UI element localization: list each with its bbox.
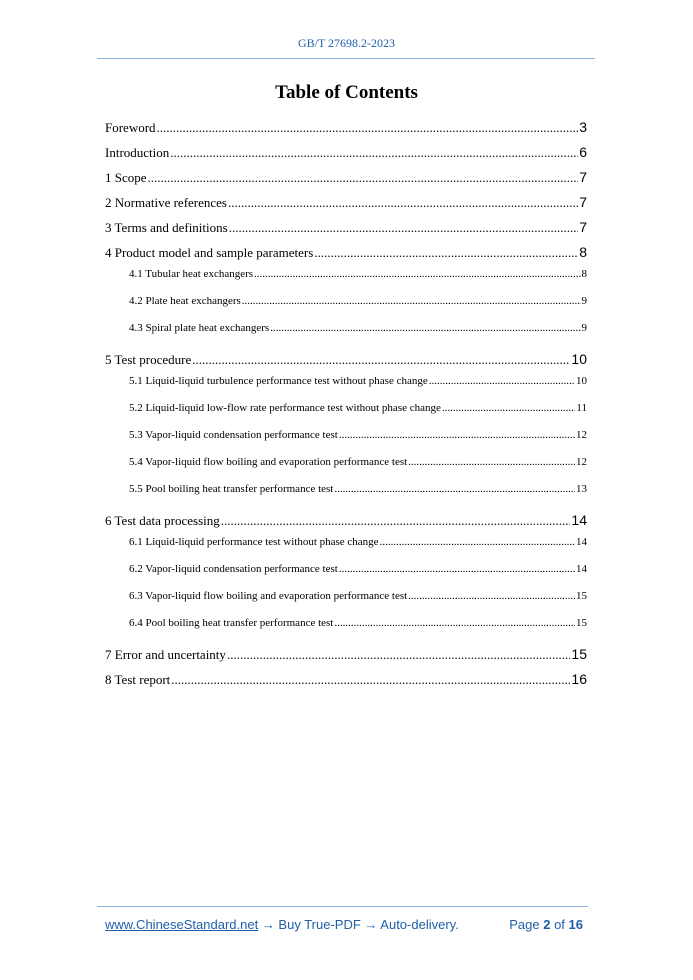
toc-entry-label: 5.1 Liquid-liquid turbulence performance test without phase change [129, 375, 428, 387]
toc-entry-page-number: 10 [576, 375, 587, 387]
toc-entry[interactable] [105, 646, 587, 663]
toc-entry[interactable] [105, 351, 587, 368]
toc-entry-page-number: 12 [576, 429, 587, 441]
toc-entry-page-number: 14 [576, 536, 587, 548]
toc-entry[interactable] [105, 244, 587, 261]
toc-entry-page-number: 9 [581, 295, 587, 307]
toc-leader-dots [408, 590, 575, 602]
toc-entry[interactable] [129, 456, 587, 468]
toc-entry[interactable] [129, 590, 587, 602]
toc-entry[interactable] [129, 295, 587, 307]
toc-entry[interactable] [129, 563, 587, 575]
toc-entry-label: 4.2 Plate heat exchangers [129, 295, 241, 307]
toc-entry-page-number: 16 [571, 671, 587, 687]
toc-entry-page-number: 13 [576, 483, 587, 495]
toc-leader-dots [339, 563, 575, 575]
toc-entry[interactable] [129, 402, 587, 414]
toc-leader-dots [442, 402, 576, 414]
toc-leader-dots [228, 195, 578, 211]
page-footer [105, 917, 587, 932]
toc-leader-dots [334, 483, 575, 495]
footer-divider [97, 906, 588, 907]
toc-entry-page-number: 14 [571, 512, 587, 528]
toc-leader-dots [270, 322, 580, 334]
toc-entry[interactable] [105, 144, 587, 161]
page-counter [509, 917, 583, 932]
page-title: Table of Contents [275, 82, 418, 103]
toc-entry-label: 5 Test procedure [105, 352, 192, 367]
toc-entry-label: 7 Error and uncertainty [105, 647, 226, 662]
toc-entry-label: 5.5 Pool boiling heat transfer performance test [129, 483, 334, 495]
toc-entry-label: Foreword [105, 120, 156, 135]
toc-entry[interactable] [105, 512, 587, 529]
toc-leader-dots [334, 617, 575, 629]
toc-leader-dots [339, 429, 575, 441]
toc-entry-page-number: 7 [579, 219, 587, 235]
toc-entry-label: 5.4 Vapor-liquid flow boiling and evaporation performance test [129, 456, 408, 468]
toc-leader-dots [227, 647, 570, 663]
toc-entry-label: Introduction [105, 145, 170, 160]
toc-entry-label: 6.3 Vapor-liquid flow boiling and evaporation performance test [129, 590, 408, 602]
toc-entry-label: 6.4 Pool boiling heat transfer performance test [129, 617, 334, 629]
toc-entry[interactable] [105, 194, 587, 211]
of-word: of [554, 917, 565, 932]
toc-entry-page-number: 10 [571, 351, 587, 367]
toc-entry-page-number: 15 [576, 617, 587, 629]
toc-leader-dots [429, 375, 575, 387]
footer-promo-text: → Buy True-PDF → Auto-delivery. [258, 917, 459, 932]
toc-entry[interactable] [129, 375, 587, 387]
toc-leader-dots [242, 295, 581, 307]
toc-entry-label: 4 Product model and sample parameters [105, 245, 314, 260]
toc-entry-label: 1 Scope [105, 170, 147, 185]
total-pages-number: 16 [568, 917, 583, 932]
toc-leader-dots [148, 170, 579, 186]
toc-entry-page-number: 7 [579, 169, 587, 185]
toc-entry-page-number: 9 [581, 322, 587, 334]
toc-entry[interactable] [129, 536, 587, 548]
toc-leader-dots [192, 352, 570, 368]
toc-entry[interactable] [105, 169, 587, 186]
toc-leader-dots [170, 145, 578, 161]
toc-entry[interactable] [129, 429, 587, 441]
toc-entry[interactable] [129, 617, 587, 629]
header-divider [97, 58, 595, 59]
toc-leader-dots [314, 245, 578, 261]
toc-entry[interactable] [129, 322, 587, 334]
toc-entry-label: 2 Normative references [105, 195, 227, 210]
toc-entry-label: 5.3 Vapor-liquid condensation performance test [129, 429, 338, 441]
page-word: Page [509, 917, 540, 932]
toc-entry-page-number: 8 [581, 268, 587, 280]
running-header: GB/T 27698.2-2023 [297, 36, 396, 50]
toc-entry-label: 8 Test report [105, 672, 171, 687]
toc-leader-dots [380, 536, 575, 548]
toc-entry-page-number: 12 [576, 456, 587, 468]
current-page-number: 2 [543, 917, 551, 932]
toc-entry[interactable] [105, 219, 587, 236]
toc-entry-page-number: 3 [579, 119, 587, 135]
toc-entry-label: 6.2 Vapor-liquid condensation performance test [129, 563, 338, 575]
toc-leader-dots [171, 672, 570, 688]
toc-entry-page-number: 8 [579, 244, 587, 260]
toc-leader-dots [408, 456, 575, 468]
toc-entry-page-number: 11 [576, 402, 587, 414]
toc-entry-page-number: 15 [576, 590, 587, 602]
toc-entry-label: 6.1 Liquid-liquid performance test without phase change [129, 536, 379, 548]
toc-entry-label: 4.3 Spiral plate heat exchangers [129, 322, 270, 334]
toc-entry-page-number: 7 [579, 194, 587, 210]
toc-entry[interactable] [105, 119, 587, 136]
toc-entry[interactable] [129, 483, 587, 495]
toc-leader-dots [229, 220, 579, 236]
toc-leader-dots [221, 513, 571, 529]
toc-entry-label: 5.2 Liquid-liquid low-flow rate performance test without phase change [129, 402, 441, 414]
website-link[interactable]: www.ChineseStandard.net [105, 917, 259, 932]
toc-leader-dots [254, 268, 580, 280]
toc-entry[interactable] [129, 268, 587, 280]
toc-leader-dots [157, 120, 579, 136]
toc-entry[interactable] [105, 671, 587, 688]
toc-entry-page-number: 15 [571, 646, 587, 662]
toc-entry-label: 4.1 Tubular heat exchangers [129, 268, 254, 280]
toc-entry-label: 6 Test data processing [105, 513, 220, 528]
toc-entry-page-number: 14 [576, 563, 587, 575]
toc-entry-label: 3 Terms and definitions [105, 220, 228, 235]
toc-entry-page-number: 6 [579, 144, 587, 160]
